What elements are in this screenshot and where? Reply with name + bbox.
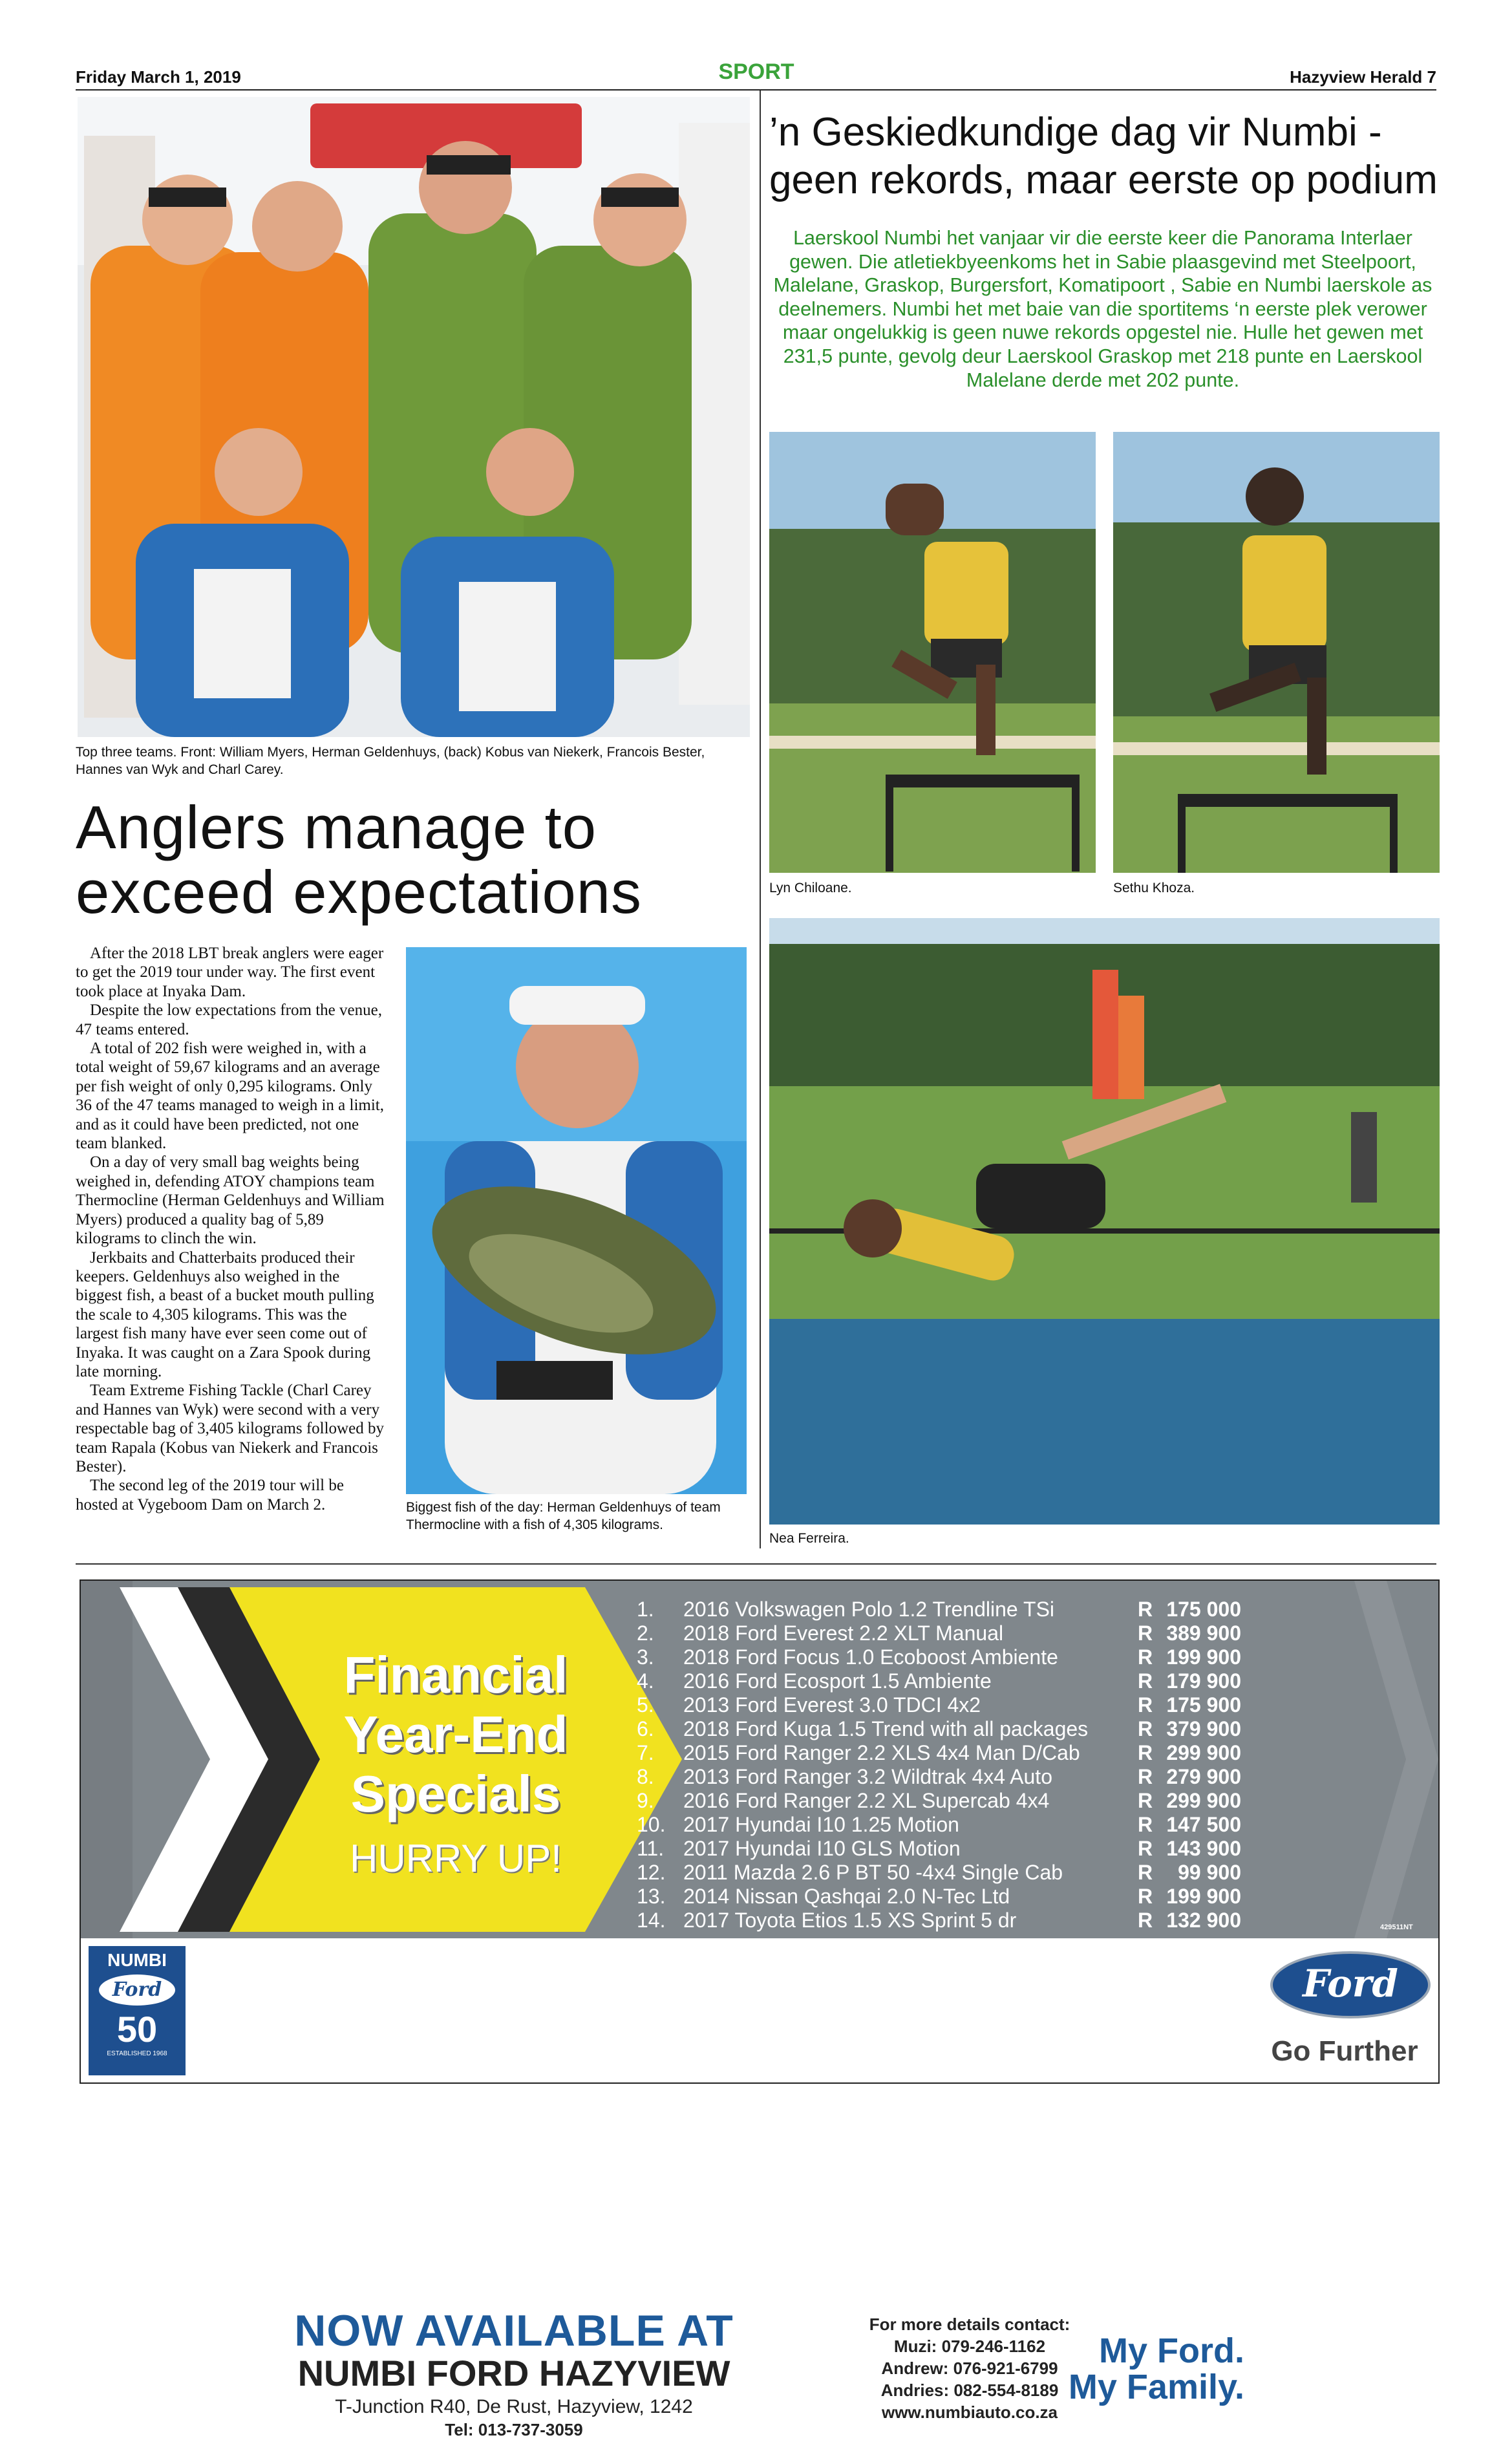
car-number: 1.: [637, 1598, 654, 1621]
car-price: 379 900: [1166, 1717, 1241, 1740]
car-description: 2013 Ford Ranger 3.2 Wildtrak 4x4 Auto: [683, 1765, 1052, 1788]
numbi-intro: Laerskool Numbi het vanjaar vir die eerste keer die Panorama Interlaer gewen. Die atletiekbyeenkoms het in Sabie plaasgevind met Steelpoort, Malelane, Graskop, Burgersfort, Komatipoort , Sabie en Numbi laerskole as deelnemers. Numbi het met baie van die sportitems ‘n eerste plek verower maar ongelukkig is geen nuwe rekords opgestel nie. Hulle het gewen met 231,5 punte, gevolg deur Laerskool Graskop met 218 punte en Laerskool Malelane derde met 202 punte.: [773, 227, 1432, 391]
specials-title-line-2: Year-End: [343, 1706, 568, 1763]
car-row: [637, 1621, 1348, 1645]
car-number: 7.: [637, 1741, 654, 1764]
article-paragraph: After the 2018 LBT break anglers were eager to get the 2019 tour under way. The first event took place at Inyaka Dam.: [76, 945, 384, 1000]
header-rule: [76, 89, 1436, 91]
car-description: 2017 Hyundai I10 GLS Motion: [683, 1837, 961, 1860]
hurdles-photo-2: [1113, 432, 1440, 873]
car-price: 175 000: [1166, 1598, 1241, 1621]
car-number: 8.: [637, 1765, 654, 1788]
car-row: [637, 1717, 1348, 1741]
specials-title-line-3: Specials: [350, 1765, 561, 1823]
dealer-telephone: Tel: 013-737-3059: [445, 2420, 583, 2439]
price-currency: R: [1138, 1837, 1153, 1860]
car-description: 2016 Ford Ecosport 1.5 Ambiente: [683, 1669, 992, 1693]
car-row: [637, 1598, 1348, 1621]
car-price-list: [637, 1598, 1348, 1932]
column-rule: [760, 91, 761, 1548]
fish-photo-caption: Biggest fish of the day: Herman Geldenhuys of team Thermocline with a fish of 4,305 kilograms.: [406, 1500, 721, 1532]
contact-muzi: Muzi: 079-246-1162: [893, 2337, 1046, 2356]
anglers-headline-line-1: Anglers manage to: [76, 793, 597, 861]
team-photo: [78, 97, 750, 737]
car-number: 12.: [637, 1861, 666, 1884]
price-currency: R: [1138, 1789, 1153, 1812]
car-price: 147 500: [1166, 1813, 1241, 1836]
price-currency: R: [1138, 1645, 1153, 1669]
car-number: 6.: [637, 1717, 654, 1740]
car-row: [637, 1837, 1348, 1861]
car-price: 199 900: [1166, 1885, 1241, 1908]
dealer-website: www.numbiauto.co.za: [881, 2403, 1058, 2422]
car-number: 3.: [637, 1645, 654, 1669]
car-description: 2013 Ford Everest 3.0 TDCI 4x2: [683, 1693, 981, 1717]
car-price: 175 900: [1166, 1693, 1241, 1717]
car-row: [637, 1765, 1348, 1789]
car-description: 2015 Ford Ranger 2.2 XLS 4x4 Man D/Cab: [683, 1741, 1080, 1764]
article-paragraph: A total of 202 fish were weighed in, with a total weight of 59,67 kilograms and an average per fish weight of only 0,295 kilograms. Only 36 of the 47 teams managed to weigh in a limit, and as it could have been predicted, not one team blanked.: [76, 1040, 384, 1153]
logo-numbi-text: NUMBI: [107, 1950, 167, 1970]
high-jump-caption: Nea Ferreira.: [769, 1531, 849, 1546]
fish-photo: [406, 947, 747, 1494]
article-paragraph: The second leg of the 2019 tour will be hosted at Vygeboom Dam on March 2.: [76, 1477, 344, 1514]
article-paragraph: Despite the low expectations from the venue, 47 teams entered.: [76, 1001, 382, 1038]
logo-ford-oval: Ford: [99, 1974, 175, 2006]
numbi-headline: ’n Geskiedkundige dag vir Numbi - geen rekords, maar eerste op podium: [769, 110, 1438, 202]
car-price: 299 900: [1166, 1741, 1241, 1764]
price-currency: R: [1138, 1669, 1153, 1693]
contact-title: For more details contact:: [869, 2315, 1070, 2334]
dealer-panel: [81, 1938, 1438, 2439]
car-price: 299 900: [1166, 1789, 1241, 1812]
anglers-article-body: [76, 944, 389, 1514]
price-currency: R: [1138, 1741, 1153, 1764]
price-currency: R: [1138, 1717, 1153, 1740]
car-price: 143 900: [1166, 1837, 1241, 1860]
team-photo-caption: Top three teams. Front: William Myers, Herman Geldenhuys, (back) Kobus van Niekerk, Francois Bester, Hannes van Wyk and Charl Carey.: [76, 745, 705, 777]
car-row: [637, 1885, 1348, 1909]
ford-slogan: [1057, 2333, 1244, 2405]
car-number: 10.: [637, 1813, 666, 1836]
price-currency: R: [1138, 1909, 1153, 1932]
specials-title-line-1: Financial: [343, 1646, 568, 1704]
dealer-address: T-Junction R40, De Rust, Hazyview, 1242: [335, 2396, 693, 2417]
car-number: 9.: [637, 1789, 654, 1812]
numbi-ford-logo: [87, 1945, 187, 2077]
article-paragraph: Jerkbaits and Chatterbaits produced their keepers. Geldenhuys also weighed in the biggest fish, a beast of a bucket mouth pulling the scale to 4,305 kilograms. This was the largest fish many have ever seen come out of Inyaka. It was caught on a Zara Spook during late morning.: [76, 1248, 374, 1380]
anglers-headline-line-2: exceed expectations: [76, 858, 643, 926]
slogan-line-1: My Ford.: [1099, 2331, 1244, 2370]
ford-oval-logo: Ford: [1270, 1951, 1431, 2018]
price-currency: R: [1138, 1765, 1153, 1788]
price-currency: R: [1138, 1693, 1153, 1717]
go-further-tagline: Go Further: [1271, 2035, 1418, 2067]
hurdles-photo-1: [769, 432, 1096, 873]
car-row: [637, 1693, 1348, 1717]
price-currency: R: [1138, 1598, 1153, 1621]
article-paragraph: Team Extreme Fishing Tackle (Charl Carey and Hannes van Wyk) were second with a very respectable bag of 3,405 kilograms followed by team Rapala (Kobus van Niekerk and Francois Bester).: [76, 1382, 384, 1475]
car-price: 132 900: [1166, 1909, 1241, 1932]
ad-code: 429511NT: [1380, 1923, 1413, 1931]
logo-50-badge: 50: [116, 2009, 158, 2049]
car-number: 11.: [637, 1837, 665, 1860]
right-chevron-graphic: [1341, 1581, 1438, 1938]
car-description: 2016 Ford Ranger 2.2 XL Supercab 4x4: [683, 1789, 1050, 1812]
car-row: [637, 1813, 1348, 1837]
car-price: 199 900: [1166, 1645, 1241, 1669]
car-row: [637, 1645, 1348, 1669]
article-paragraph: On a day of very small bag weights being weighed in, defending ATOY champions team Thermocline (Herman Geldenhuys and William Myers) produced a quality bag of 5,89 kilograms to clinch the win.: [76, 1153, 385, 1248]
car-price: 389 900: [1166, 1621, 1241, 1645]
hurry-up-text: HURRY UP!: [350, 1837, 562, 1880]
contact-andries: Andries: 082-554-8189: [880, 2381, 1059, 2400]
logo-established: ESTABLISHED 1968: [107, 2050, 167, 2057]
specials-panel: [81, 1581, 1438, 1938]
car-number: 4.: [637, 1669, 654, 1693]
car-row: [637, 1861, 1348, 1885]
price-currency: R: [1138, 1885, 1153, 1908]
photo-2-caption: Sethu Khoza.: [1113, 881, 1195, 895]
car-description: 2011 Mazda 2.6 P BT 50 -4x4 Single Cab: [683, 1861, 1063, 1884]
car-price: 99 900: [1178, 1861, 1241, 1884]
car-description: 2018 Ford Kuga 1.5 Trend with all packages: [683, 1717, 1089, 1740]
car-description: 2018 Ford Everest 2.2 XLT Manual: [683, 1621, 1004, 1645]
section-label: SPORT: [718, 59, 794, 84]
car-row: [637, 1909, 1348, 1932]
specials-title: [275, 1645, 637, 1824]
car-price: 279 900: [1166, 1765, 1241, 1788]
page-folio: Hazyview Herald 7: [1290, 67, 1436, 87]
car-description: 2016 Volkswagen Polo 1.2 Trendline TSi: [683, 1598, 1055, 1621]
car-row: [637, 1789, 1348, 1813]
car-description: 2017 Toyota Etios 1.5 XS Sprint 5 dr: [683, 1909, 1017, 1932]
car-description: 2014 Nissan Qashqai 2.0 N-Tec Ltd: [683, 1885, 1010, 1908]
photo-1-caption: Lyn Chiloane.: [769, 881, 852, 895]
slogan-line-2: My Family.: [1068, 2368, 1244, 2406]
car-description: 2017 Hyundai I10 1.25 Motion: [683, 1813, 959, 1836]
car-number: 13.: [637, 1885, 666, 1908]
contact-andrew: Andrew: 076-921-6799: [881, 2359, 1058, 2378]
high-jump-photo: [769, 918, 1440, 1525]
ad-top-rule: [76, 1563, 1436, 1565]
price-currency: R: [1138, 1861, 1153, 1884]
price-currency: R: [1138, 1621, 1153, 1645]
issue-date: Friday March 1, 2019: [76, 67, 241, 87]
car-description: 2018 Ford Focus 1.0 Ecoboost Ambiente: [683, 1645, 1058, 1669]
dealer-name: NUMBI FORD HAZYVIEW: [297, 2353, 730, 2393]
car-price: 179 900: [1166, 1669, 1241, 1693]
anglers-headline: [76, 795, 741, 925]
car-row: [637, 1741, 1348, 1765]
now-available-heading: NOW AVAILABLE AT: [294, 2306, 734, 2355]
car-number: 2.: [637, 1621, 654, 1645]
price-currency: R: [1138, 1813, 1153, 1836]
car-number: 5.: [637, 1693, 654, 1717]
car-number: 14.: [637, 1909, 666, 1932]
car-row: [637, 1669, 1348, 1693]
numbi-ford-advert: [80, 1579, 1440, 2439]
